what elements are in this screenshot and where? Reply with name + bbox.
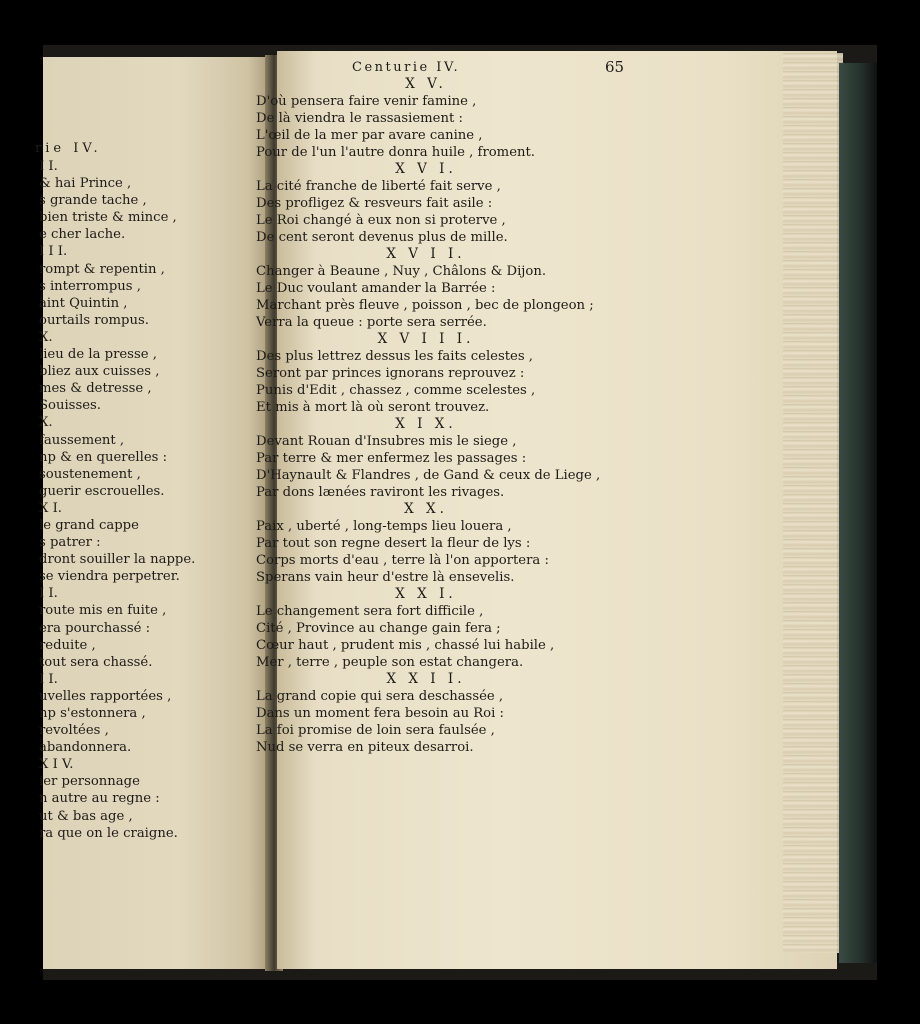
verse-line: Sperans vain heur d'estre là ensevelis. bbox=[256, 570, 515, 585]
verse-line: De cent seront devenus plus de mille. bbox=[256, 230, 508, 245]
verse-line: Verra la queue : porte sera serrée. bbox=[256, 315, 487, 330]
quatrain bbox=[256, 161, 676, 246]
verse-line: Et mis à mort là où seront trouvez. bbox=[256, 400, 490, 415]
verse-line: Marchant près fleuve , poisson , bec de plongeon ; bbox=[256, 298, 594, 313]
left-page-line: lieu de la presse , bbox=[39, 347, 157, 363]
quatrain bbox=[256, 586, 676, 671]
quatrain-numeral: X V. bbox=[405, 76, 447, 92]
quatrain bbox=[256, 501, 676, 586]
left-page-line: mes & detresse , bbox=[39, 381, 152, 397]
left-page-line: I I. bbox=[39, 159, 58, 174]
quatrain-numeral: X X I I. bbox=[386, 671, 466, 687]
left-page-line: np & en querelles : bbox=[39, 449, 168, 465]
verse-line: Paix , uberté , long-temps lieu louera , bbox=[256, 519, 512, 534]
left-page-line: ut & bas age , bbox=[39, 808, 133, 824]
left-page-line: s interrompus , bbox=[39, 278, 141, 294]
verse-line: Devant Rouan d'Insubres mis le siege , bbox=[256, 434, 517, 449]
verse-line: Par dons lænées raviront les rivages. bbox=[256, 485, 505, 500]
left-page-line: X. bbox=[39, 415, 53, 431]
left-page-text bbox=[39, 158, 264, 842]
verse-line: De là viendra le rassasiement : bbox=[256, 111, 463, 126]
verse-line: Nud se verra en piteux desarroi. bbox=[256, 740, 474, 755]
left-page-line: se viendra perpetrer. bbox=[39, 569, 180, 585]
left-page-line: X I V. bbox=[39, 757, 74, 773]
left-page-line: s grande tache , bbox=[39, 193, 147, 209]
quatrain bbox=[256, 76, 676, 161]
left-page-line: e cher lache. bbox=[39, 227, 126, 243]
left-page-line: ier personnage bbox=[39, 774, 140, 790]
verse-line: Par tout son regne desert la fleur de lys : bbox=[256, 536, 531, 551]
left-page-line: Souisses. bbox=[39, 398, 101, 414]
left-page-line: revoltées , bbox=[39, 723, 109, 739]
quatrain-numeral: X X. bbox=[404, 501, 448, 517]
verse-line: D'Haynault & Flandres , de Gand & ceux de Liege , bbox=[256, 468, 601, 483]
left-page-line: le grand cappe bbox=[39, 517, 139, 533]
verse-line: Changer à Beaune , Nuy , Châlons & Dijon. bbox=[256, 264, 547, 279]
left-page-line: X. bbox=[39, 329, 53, 345]
left-page-line: abandonnera. bbox=[39, 740, 132, 756]
quatrain-numeral: X V I I I. bbox=[377, 331, 475, 347]
quatrain-numeral: X V I I. bbox=[386, 246, 466, 262]
left-page-line: ra que on le craigne. bbox=[39, 825, 178, 841]
left-page-line: soustenement , bbox=[39, 466, 141, 482]
left-page-line: era pourchassé : bbox=[39, 620, 151, 636]
verse-line: Par terre & mer enfermez les passages : bbox=[256, 451, 527, 466]
left-page-line: route mis en fuite , bbox=[39, 603, 167, 619]
verse-line: La grand copie qui sera deschassée , bbox=[256, 689, 504, 704]
left-page-line: I I I. bbox=[39, 244, 68, 260]
quatrain-numeral: X X I. bbox=[395, 586, 457, 602]
verse-line: Des profligez & resveurs fait asile : bbox=[256, 196, 493, 211]
quatrain bbox=[256, 416, 676, 501]
quatrain-list bbox=[256, 76, 676, 756]
left-page-line: dront souiller la nappe. bbox=[39, 552, 196, 568]
left-page-line: ourtails rompus. bbox=[39, 312, 149, 328]
left-page-line: reduite , bbox=[39, 637, 96, 653]
verse-line: L'œil de la mer par avare canine , bbox=[256, 128, 483, 143]
verse-line: D'où pensera faire venir famine , bbox=[256, 94, 477, 109]
verse-line: La cité franche de liberté fait serve , bbox=[256, 179, 501, 194]
verse-line: La foi promise de loin sera faulsée , bbox=[256, 723, 495, 738]
verse-line: Le Duc voulant amander la Barrée : bbox=[256, 281, 496, 296]
verse-line: Corps morts d'eau , terre là l'on apportera : bbox=[256, 553, 549, 568]
verse-line: Cité , Province au change gain fera ; bbox=[256, 621, 501, 636]
quatrain-numeral: X V I. bbox=[395, 161, 457, 177]
left-page-line: faussement , bbox=[39, 432, 125, 448]
page-fore-edge bbox=[783, 53, 843, 953]
left-running-head: rie IV. bbox=[35, 141, 102, 156]
verse-line: Seront par princes ignorans reprouvez : bbox=[256, 366, 525, 381]
left-page-line: np s'estonnera , bbox=[39, 706, 146, 721]
quatrain bbox=[256, 331, 676, 416]
left-page-line: rompt & repentin , bbox=[39, 261, 165, 277]
left-page-line: I I. bbox=[39, 671, 58, 687]
verse-line: Mer , terre , peuple son estat changera. bbox=[256, 655, 524, 670]
quatrain bbox=[256, 671, 676, 756]
verse-line: Le Roi changé à eux non si proterve , bbox=[256, 213, 506, 228]
left-page-line: & hai Prince , bbox=[39, 176, 132, 192]
verse-line: Le changement sera fort difficile , bbox=[256, 604, 484, 619]
verse-line: Pour de l'un l'autre donra huile , froment. bbox=[256, 145, 535, 160]
left-page-line: n autre au regne : bbox=[39, 791, 160, 807]
page-number: 65 bbox=[605, 58, 625, 76]
left-page-line: bliez aux cuisses , bbox=[39, 364, 160, 380]
left-page-line: s patrer : bbox=[39, 535, 101, 551]
verse-line: Cœur haut , prudent mis , chassé lui habile , bbox=[256, 638, 555, 653]
verse-line: Dans un moment fera besoin au Roi : bbox=[256, 706, 504, 721]
left-page-line: I I. bbox=[39, 586, 58, 602]
verse-line: Punis d'Edit , chassez , comme scelestes , bbox=[256, 383, 536, 398]
quatrain bbox=[256, 246, 676, 331]
left-page-line: X I. bbox=[39, 500, 62, 516]
running-head: Centurie IV. bbox=[352, 60, 461, 75]
left-page-line: uvelles rapportées , bbox=[39, 688, 172, 704]
left-page bbox=[35, 57, 271, 969]
quatrain-numeral: X I X. bbox=[395, 416, 457, 432]
book-cover-edge bbox=[839, 63, 877, 963]
left-page-line: guerir escrouelles. bbox=[39, 483, 165, 499]
verse-line: Des plus lettrez dessus les faits celestes , bbox=[256, 349, 533, 364]
left-page-line: tout sera chassé. bbox=[39, 654, 153, 670]
left-page-line: aint Quintin , bbox=[39, 295, 128, 311]
left-page-line: bien triste & mince , bbox=[39, 210, 177, 226]
